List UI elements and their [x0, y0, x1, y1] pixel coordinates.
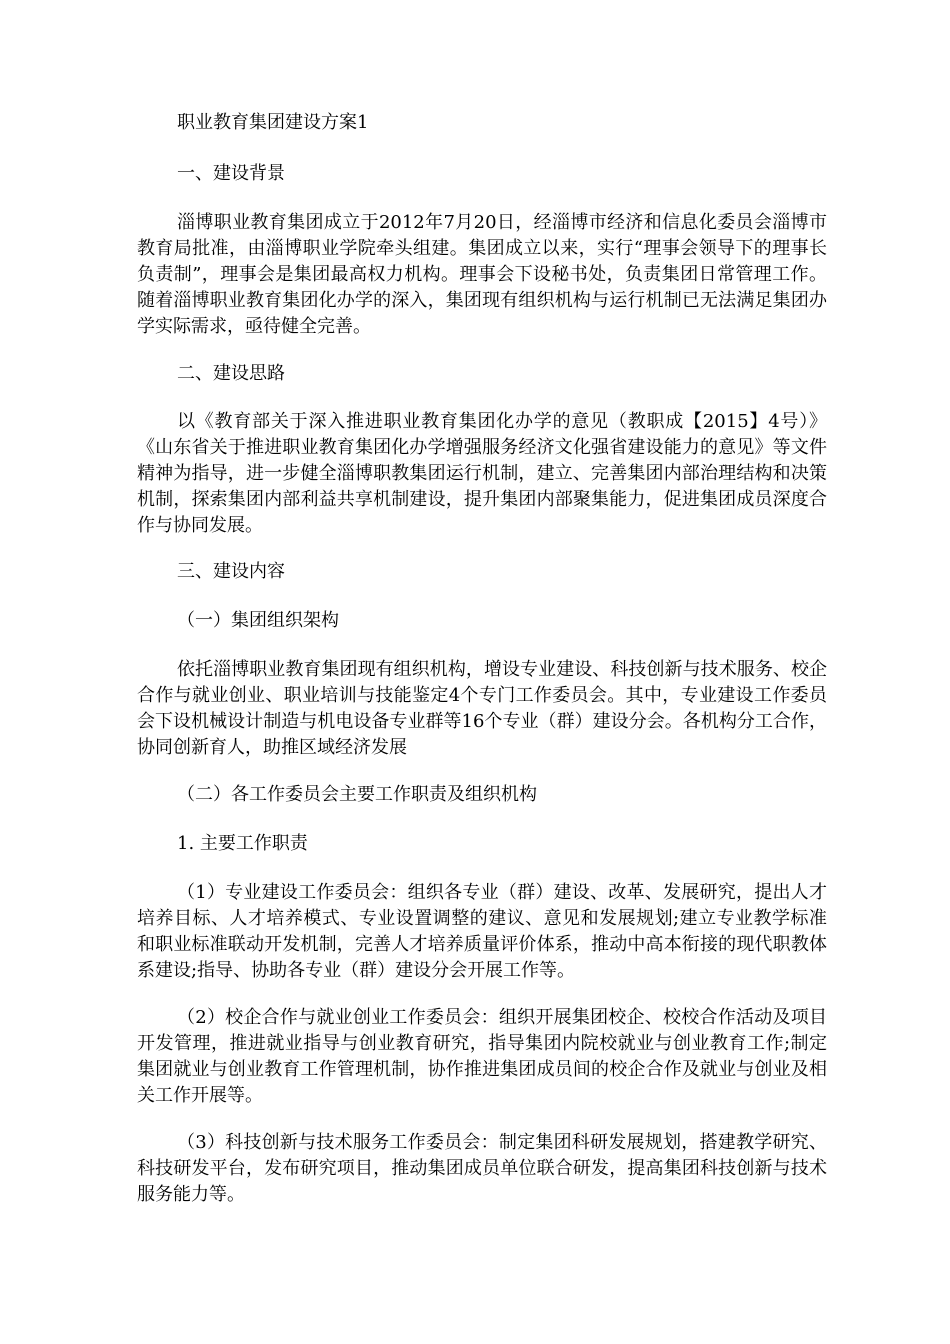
paragraph-duty-2: （2）校企合作与就业创业工作委员会：组织开展集团校企、校校合作活动及项目开发管理，推进就业指导与创业教育研究，指导集团内院校就业与创业教育工作;制定集团就业与创业教育工作管理机制，协作推进集团成员间的校企合作及就业与创业及相关工作开展等。: [137, 1007, 827, 1106]
document-title: 职业教育集团建设方案1: [177, 112, 369, 133]
paragraph-approach: 以《教育部关于深入推进职业教育集团化办学的意见（教职成【2015】4号）》《山东省关于推进职业教育集团化办学增强服务经济文化强省建设能力的意见》等文件精神为指导，进一步健全淄博职教集团运行机制，建立、完善集团内部治理结构和决策机制，探索集团内部利益共享机制建设，提升集团内部聚集能力，促进集团成员深度合作与协同发展。: [137, 411, 827, 536]
subsection-heading-structure: （一）集团组织架构: [177, 610, 339, 631]
section-heading-content: 三、建设内容: [177, 561, 285, 582]
subsection-heading-committees: （二）各工作委员会主要工作职责及组织机构: [177, 784, 537, 805]
item-heading-duties: 1. 主要工作职责: [177, 833, 308, 854]
paragraph-duty-1: （1）专业建设工作委员会：组织各专业（群）建设、改革、发展研究，提出人才培养目标、人才培养模式、专业设置调整的建议、意见和发展规划;建立专业教学标准和职业标准联动开发机制，完善人才培养质量评价体系，推动中高本衔接的现代职教体系建设;指导、协助各专业（群）建设分会开展工作等。: [137, 882, 827, 981]
paragraph-background: 淄博职业教育集团成立于2012年7月20日，经淄博市经济和信息化委员会淄博市教育局批准，由淄博职业学院牵头组建。集团成立以来，实行“理事会领导下的理事长负责制”，理事会是集团最高权力机构。理事会下设秘书处，负责集团日常管理工作。随着淄博职业教育集团化办学的深入，集团现有组织机构与运行机制已无法满足集团办学实际需求，亟待健全完善。: [137, 212, 827, 337]
section-heading-approach: 二、建设思路: [177, 363, 285, 384]
section-heading-background: 一、建设背景: [177, 163, 285, 184]
paragraph-structure: 依托淄博职业教育集团现有组织机构，增设专业建设、科技创新与技术服务、校企合作与就业创业、职业培训与技能鉴定4个专门工作委员会。其中，专业建设工作委员会下设机械设计制造与机电设备专业群等16个专业（群）建设分会。各机构分工合作，协同创新育人，助推区域经济发展: [137, 659, 827, 758]
paragraph-duty-3: （3）科技创新与技术服务工作委员会：制定集团科研发展规划，搭建教学研究、科技研发平台，发布研究项目，推动集团成员单位联合研发，提高集团科技创新与技术服务能力等。: [137, 1132, 827, 1205]
